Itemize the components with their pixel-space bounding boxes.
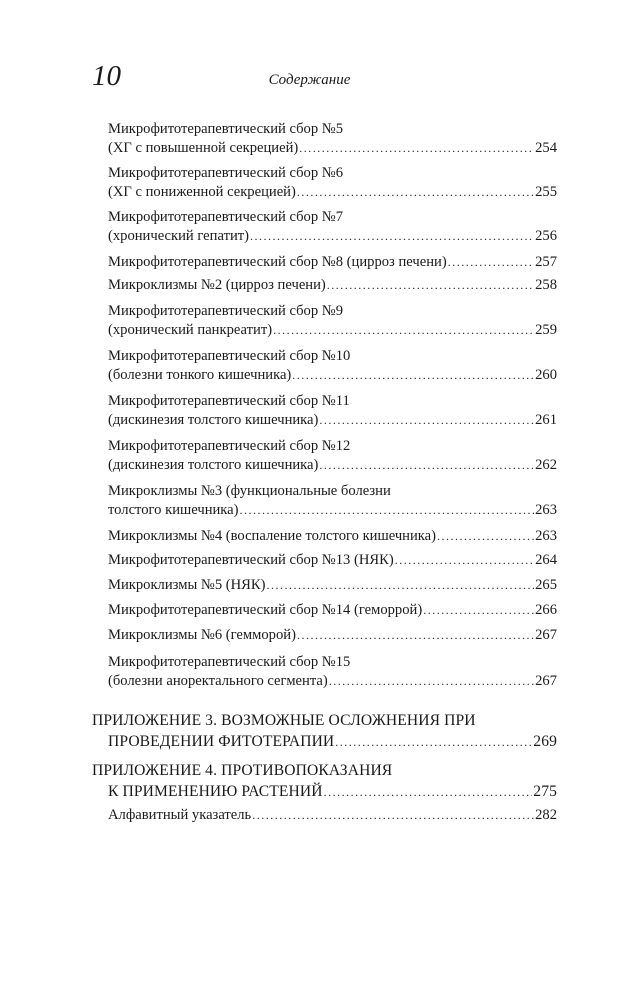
- dot-leader: [273, 321, 534, 340]
- toc-page-number: 258: [535, 277, 557, 293]
- toc-page-number: 267: [535, 627, 557, 643]
- dot-leader: [423, 601, 534, 620]
- toc-entry[interactable]: [108, 392, 557, 430]
- toc-entry-title: Микроклизмы №5 (НЯК): [108, 577, 266, 593]
- toc-page-number: 282: [535, 807, 557, 823]
- toc-page-number: 257: [535, 254, 557, 270]
- appendix-title-continued: К ПРИМЕНЕНИЮ РАСТЕНИЙ: [108, 783, 323, 800]
- appendix-title: ПРИЛОЖЕНИЕ 4. ПРОТИВОПОКАЗАНИЯ: [92, 762, 393, 779]
- dot-leader: [319, 411, 534, 430]
- appendix-title-continued: ПРОВЕДЕНИИ ФИТОТЕРАПИИ: [108, 733, 335, 750]
- dot-leader: [395, 551, 534, 570]
- toc-entry-title: Микроклизмы №3 (функциональные болезни: [108, 483, 391, 499]
- dot-leader: [448, 253, 534, 272]
- toc-entry[interactable]: [108, 253, 557, 272]
- dot-leader: [250, 227, 534, 246]
- toc-entry-title: Микрофитотерапевтический сбор №12: [108, 438, 351, 454]
- dot-leader: [329, 672, 534, 691]
- toc-entry-title: Микрофитотерапевтический сбор №9: [108, 303, 344, 319]
- dot-leader: [240, 501, 535, 520]
- running-title: Содержание: [268, 72, 351, 88]
- toc-entry[interactable]: [108, 437, 557, 475]
- dot-leader: [252, 806, 534, 825]
- toc-entry-subtitle: (хронический гепатит): [108, 228, 249, 244]
- index-title: Алфавитный указатель: [108, 807, 252, 823]
- toc-appendix-3[interactable]: [92, 710, 557, 753]
- toc-entry[interactable]: [108, 302, 557, 340]
- dot-leader: [292, 366, 534, 385]
- toc-page-number: 255: [535, 184, 557, 200]
- toc-entry-title: Микрофитотерапевтический сбор №15: [108, 654, 351, 670]
- toc-entry[interactable]: [108, 276, 557, 295]
- toc-entry-subtitle: (ХГ с пониженной секрецией): [108, 184, 296, 200]
- toc-entry[interactable]: [108, 601, 557, 620]
- toc-page-number: 264: [535, 552, 557, 568]
- toc-appendix-4[interactable]: [92, 760, 557, 803]
- toc-entry[interactable]: [108, 626, 557, 645]
- toc-page-number: 261: [535, 412, 557, 428]
- toc-entry-subtitle: (болезни аноректального сегмента): [108, 673, 328, 689]
- toc-page-number: 256: [535, 228, 557, 244]
- toc-entry-subtitle: (дискинезия толстого кишечника): [108, 412, 319, 428]
- dot-leader: [335, 732, 532, 753]
- toc-entry[interactable]: [108, 164, 557, 202]
- toc-entry[interactable]: [108, 653, 557, 691]
- toc-entry-title: Микрофитотерапевтический сбор №8 (цирроз печени): [108, 254, 447, 270]
- toc-entry-subtitle: (дискинезия толстого кишечника): [108, 457, 319, 473]
- toc-entry-title: Микроклизмы №2 (цирроз печени): [108, 277, 326, 293]
- toc-page-number: 267: [535, 673, 557, 689]
- toc-entry-subtitle: (хронический панкреатит): [108, 322, 273, 338]
- toc-entry-title: Микрофитотерапевтический сбор №5: [108, 121, 344, 137]
- toc-entry[interactable]: [108, 551, 557, 570]
- toc-page-number: 263: [535, 528, 557, 544]
- toc-entry[interactable]: [108, 347, 557, 385]
- toc-entry-title: Микрофитотерапевтический сбор №14 (геморрой): [108, 602, 423, 618]
- appendix-title: ПРИЛОЖЕНИЕ 3. ВОЗМОЖНЫЕ ОСЛОЖНЕНИЯ ПРИ: [92, 712, 476, 729]
- toc-entry-subtitle: толстого кишечника): [108, 502, 239, 518]
- toc-page-number: 265: [535, 577, 557, 593]
- toc-entry[interactable]: [108, 576, 557, 595]
- toc-entry-title: Микрофитотерапевтический сбор №10: [108, 348, 351, 364]
- toc-page-number: 263: [535, 502, 557, 518]
- dot-leader: [297, 183, 534, 202]
- toc-entry[interactable]: [108, 208, 557, 246]
- toc-page-number: 254: [535, 140, 557, 156]
- toc-page-number: 269: [533, 733, 557, 750]
- toc-entry[interactable]: [108, 482, 557, 520]
- dot-leader: [327, 276, 534, 295]
- dot-leader: [319, 456, 534, 475]
- dot-leader: [297, 626, 534, 645]
- toc-page-number: 260: [535, 367, 557, 383]
- toc-page-number: 266: [535, 602, 557, 618]
- page-number: 10: [92, 60, 121, 92]
- toc-entry-title: Микрофитотерапевтический сбор №7: [108, 209, 344, 225]
- toc-page-number: 275: [533, 783, 557, 800]
- toc-page-number: 262: [535, 457, 557, 473]
- toc-entry[interactable]: [108, 527, 557, 546]
- dot-leader: [437, 527, 534, 546]
- dot-leader: [324, 782, 533, 803]
- toc-entry-title: Микроклизмы №4 (воспаление толстого кишечника): [108, 528, 436, 544]
- toc-entry-subtitle: (ХГ с повышенной секрецией): [108, 140, 299, 156]
- toc-entry-title: Микроклизмы №6 (гемморой): [108, 627, 296, 643]
- toc-entry[interactable]: [108, 120, 557, 158]
- toc-entry-title: Микрофитотерапевтический сбор №13 (НЯК): [108, 552, 394, 568]
- dot-leader: [267, 576, 535, 595]
- toc-index-entry[interactable]: [108, 806, 557, 825]
- dot-leader: [299, 139, 534, 158]
- toc-page-number: 259: [535, 322, 557, 338]
- toc-entry-subtitle: (болезни тонкого кишечника): [108, 367, 292, 383]
- toc-entry-title: Микрофитотерапевтический сбор №6: [108, 165, 344, 181]
- toc-entry-title: Микрофитотерапевтический сбор №11: [108, 393, 350, 409]
